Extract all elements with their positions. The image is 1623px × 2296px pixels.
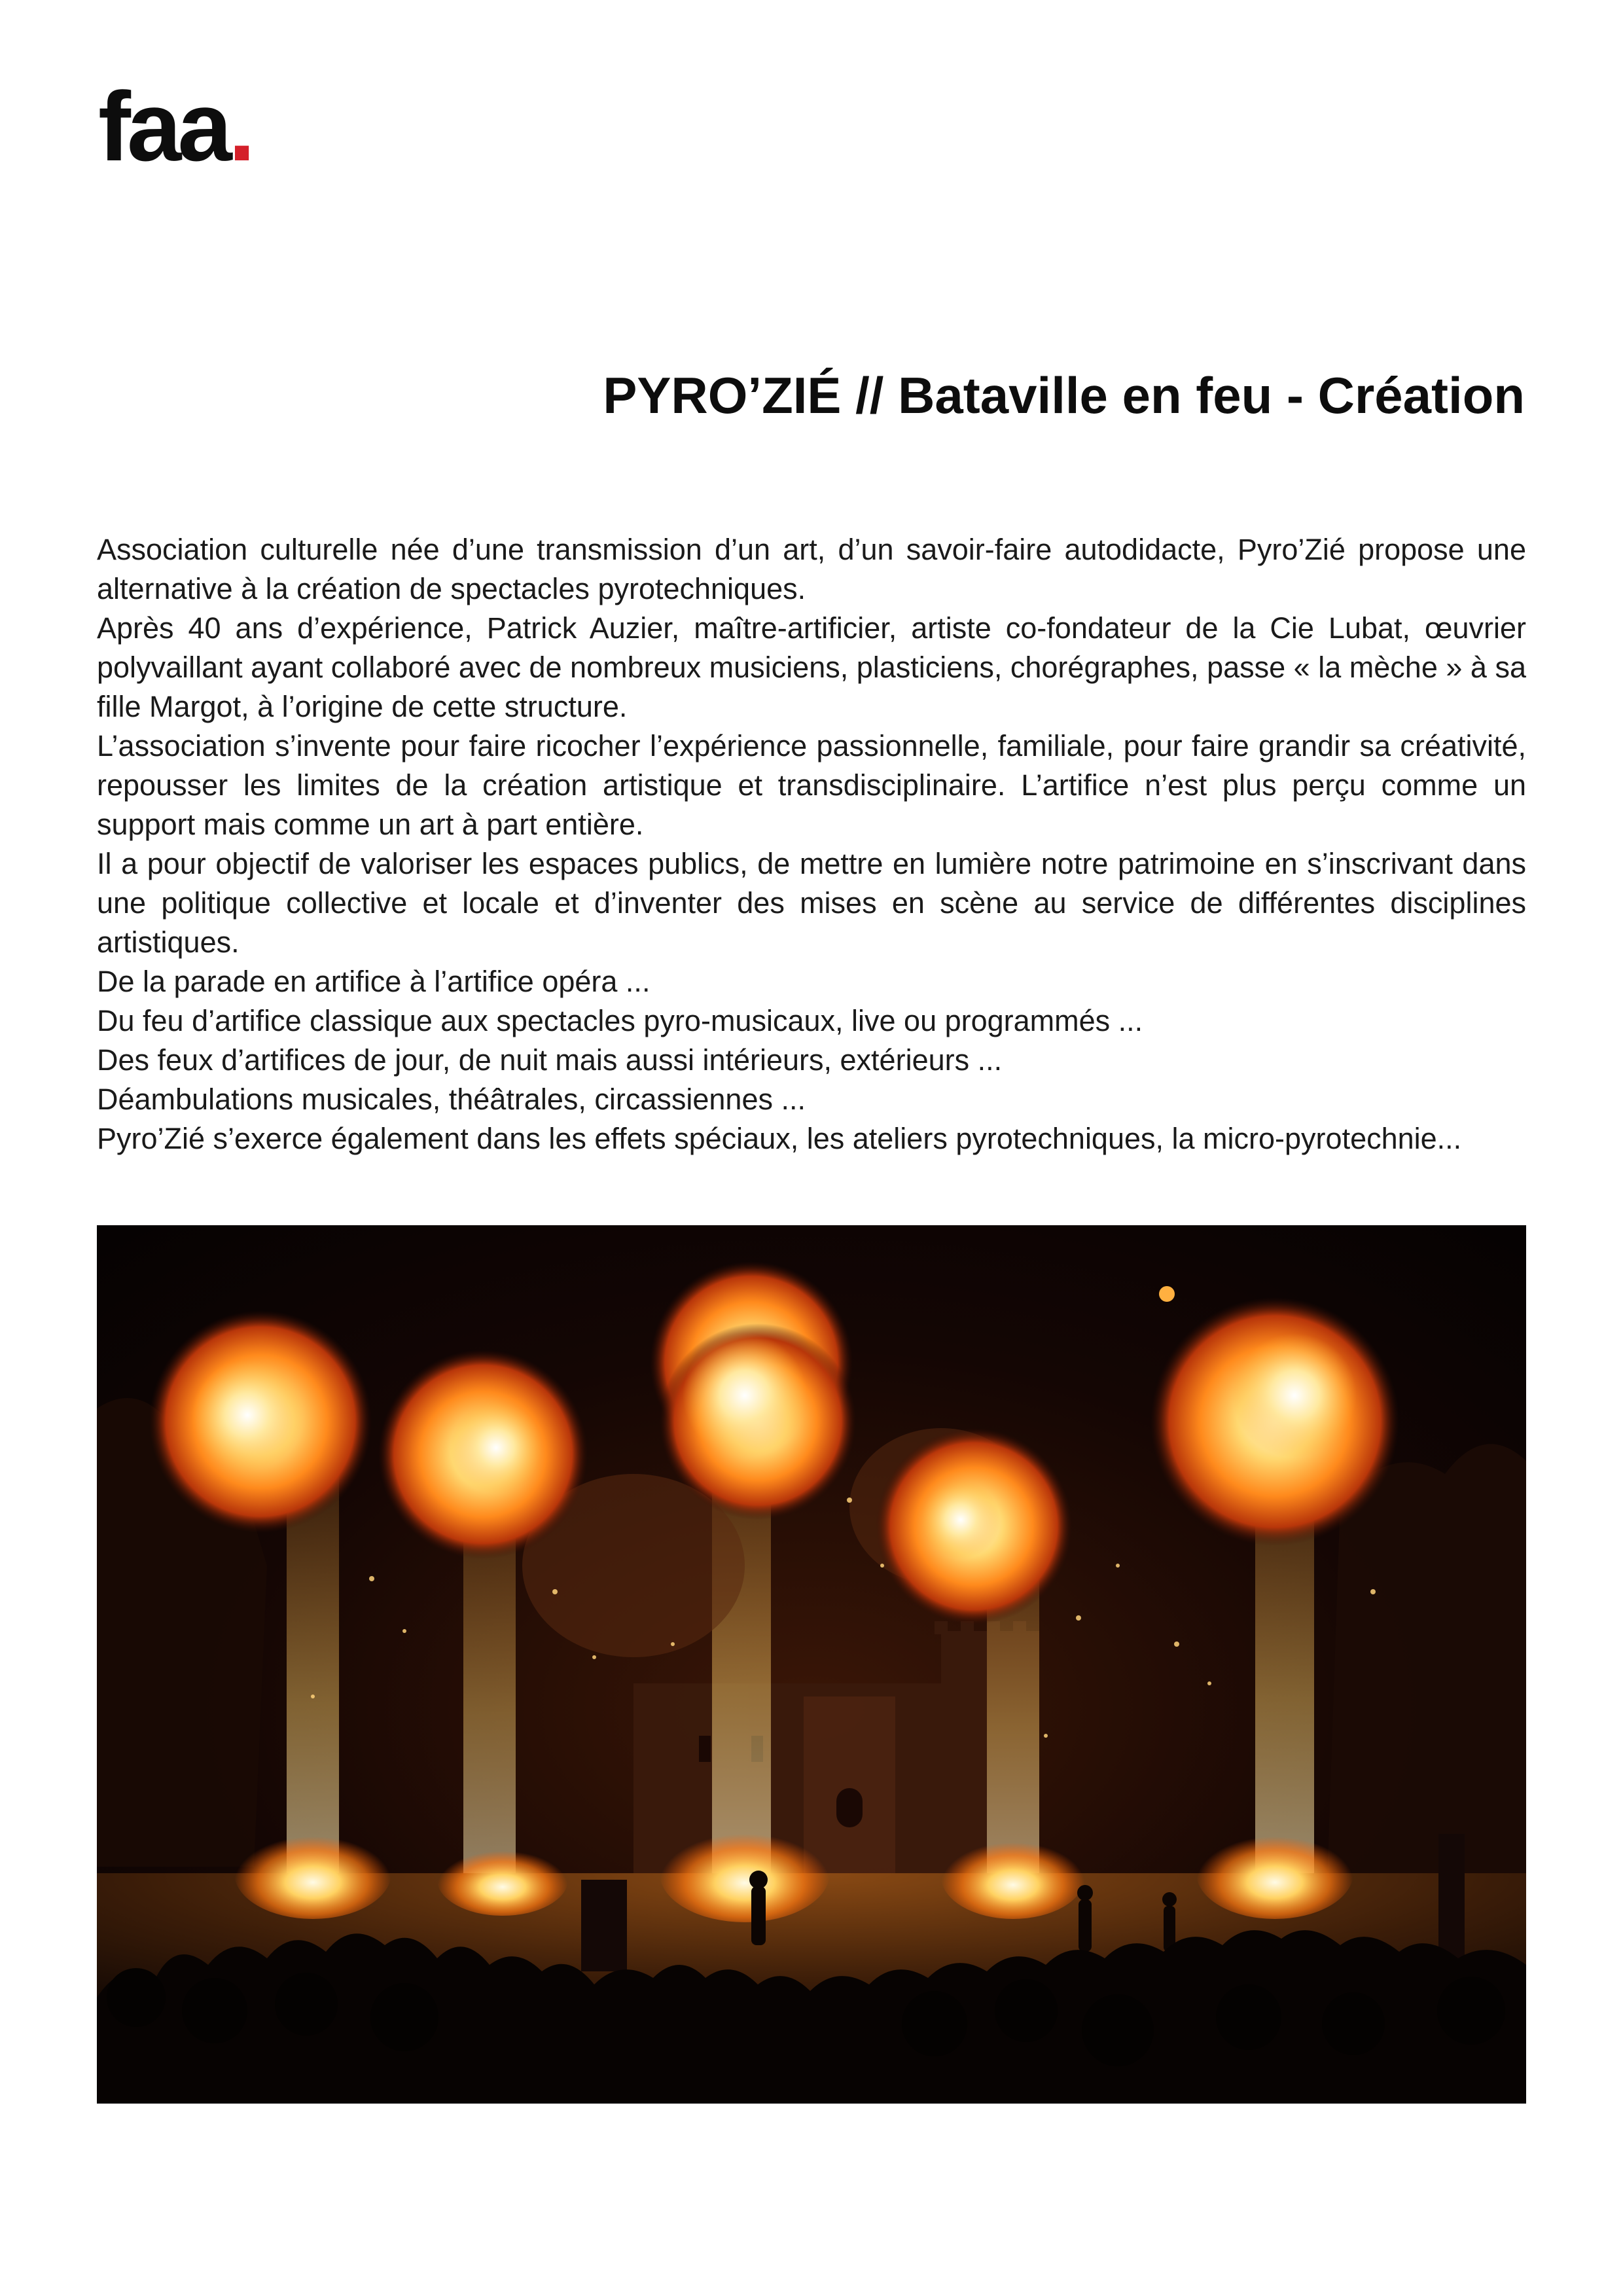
paragraph-wanderings: Déambulations musicales, théâtrales, circassiennes ...: [97, 1083, 806, 1116]
page-title: PYRO’ZIÉ // Bataville en feu - Création: [603, 367, 1525, 424]
fire-show-photo: [97, 1225, 1526, 2104]
paragraph-day-night: Des feux d’artifices de jour, de nuit mais aussi intérieurs, extérieurs ...: [97, 1043, 1003, 1077]
fireball-4: [876, 1428, 1072, 1624]
paragraph-intro: Association culturelle née d’une transmission d’un art, d’un savoir-faire autodidacte, Pyro’Zié propose une alternative à la création de spectacles pyrotechniques.: [97, 533, 1526, 605]
paragraph-objective: Il a pour objectif de valoriser les espaces publics, de mettre en lumière notre patrimoine en s’inscrivant dans une politique collective et locale et d’inventer des mises en scène au service de différentes disciplines artistiques.: [97, 847, 1526, 959]
paragraph-special-effects: Pyro’Zié s’exerce également dans les effets spéciaux, les ateliers pyrotechniques, la micro-pyrotechnie...: [97, 1122, 1462, 1155]
faa-logo: [98, 71, 252, 181]
paragraph-classic: Du feu d’artifice classique aux spectacles pyro-musicaux, live ou programmés ...: [97, 1004, 1143, 1037]
fireball-1: [149, 1310, 372, 1533]
paragraph-association: L’association s’invente pour faire ricocher l’expérience passionnelle, familiale, pour faire grandir sa créativité, repousser les limites de la création artistique et transdisciplinaire. L’artifice n’est plus perçu comme un support mais comme un art à part entière.: [97, 729, 1526, 841]
fireball-3: [650, 1261, 856, 1520]
body-text: [97, 530, 1526, 1158]
paragraph-history: Après 40 ans d’expérience, Patrick Auzier, maître-artificier, artiste co-fondateur de la Cie Lubat, œuvrier polyvaillant ayant collaboré avec de nombreux musiciens, plasticiens, chorégraphes, passe « la mèche » à sa fille Margot, à l’origine de cette structure.: [97, 611, 1526, 723]
paragraph-parade: De la parade en artifice à l’artifice opéra ...: [97, 965, 651, 998]
fire-show-illustration: [97, 1225, 1526, 2104]
fireball-5: [1150, 1297, 1399, 1546]
logo-text: faa: [98, 71, 228, 181]
logo-dot: .: [228, 71, 252, 181]
fireball-2: [378, 1350, 588, 1559]
